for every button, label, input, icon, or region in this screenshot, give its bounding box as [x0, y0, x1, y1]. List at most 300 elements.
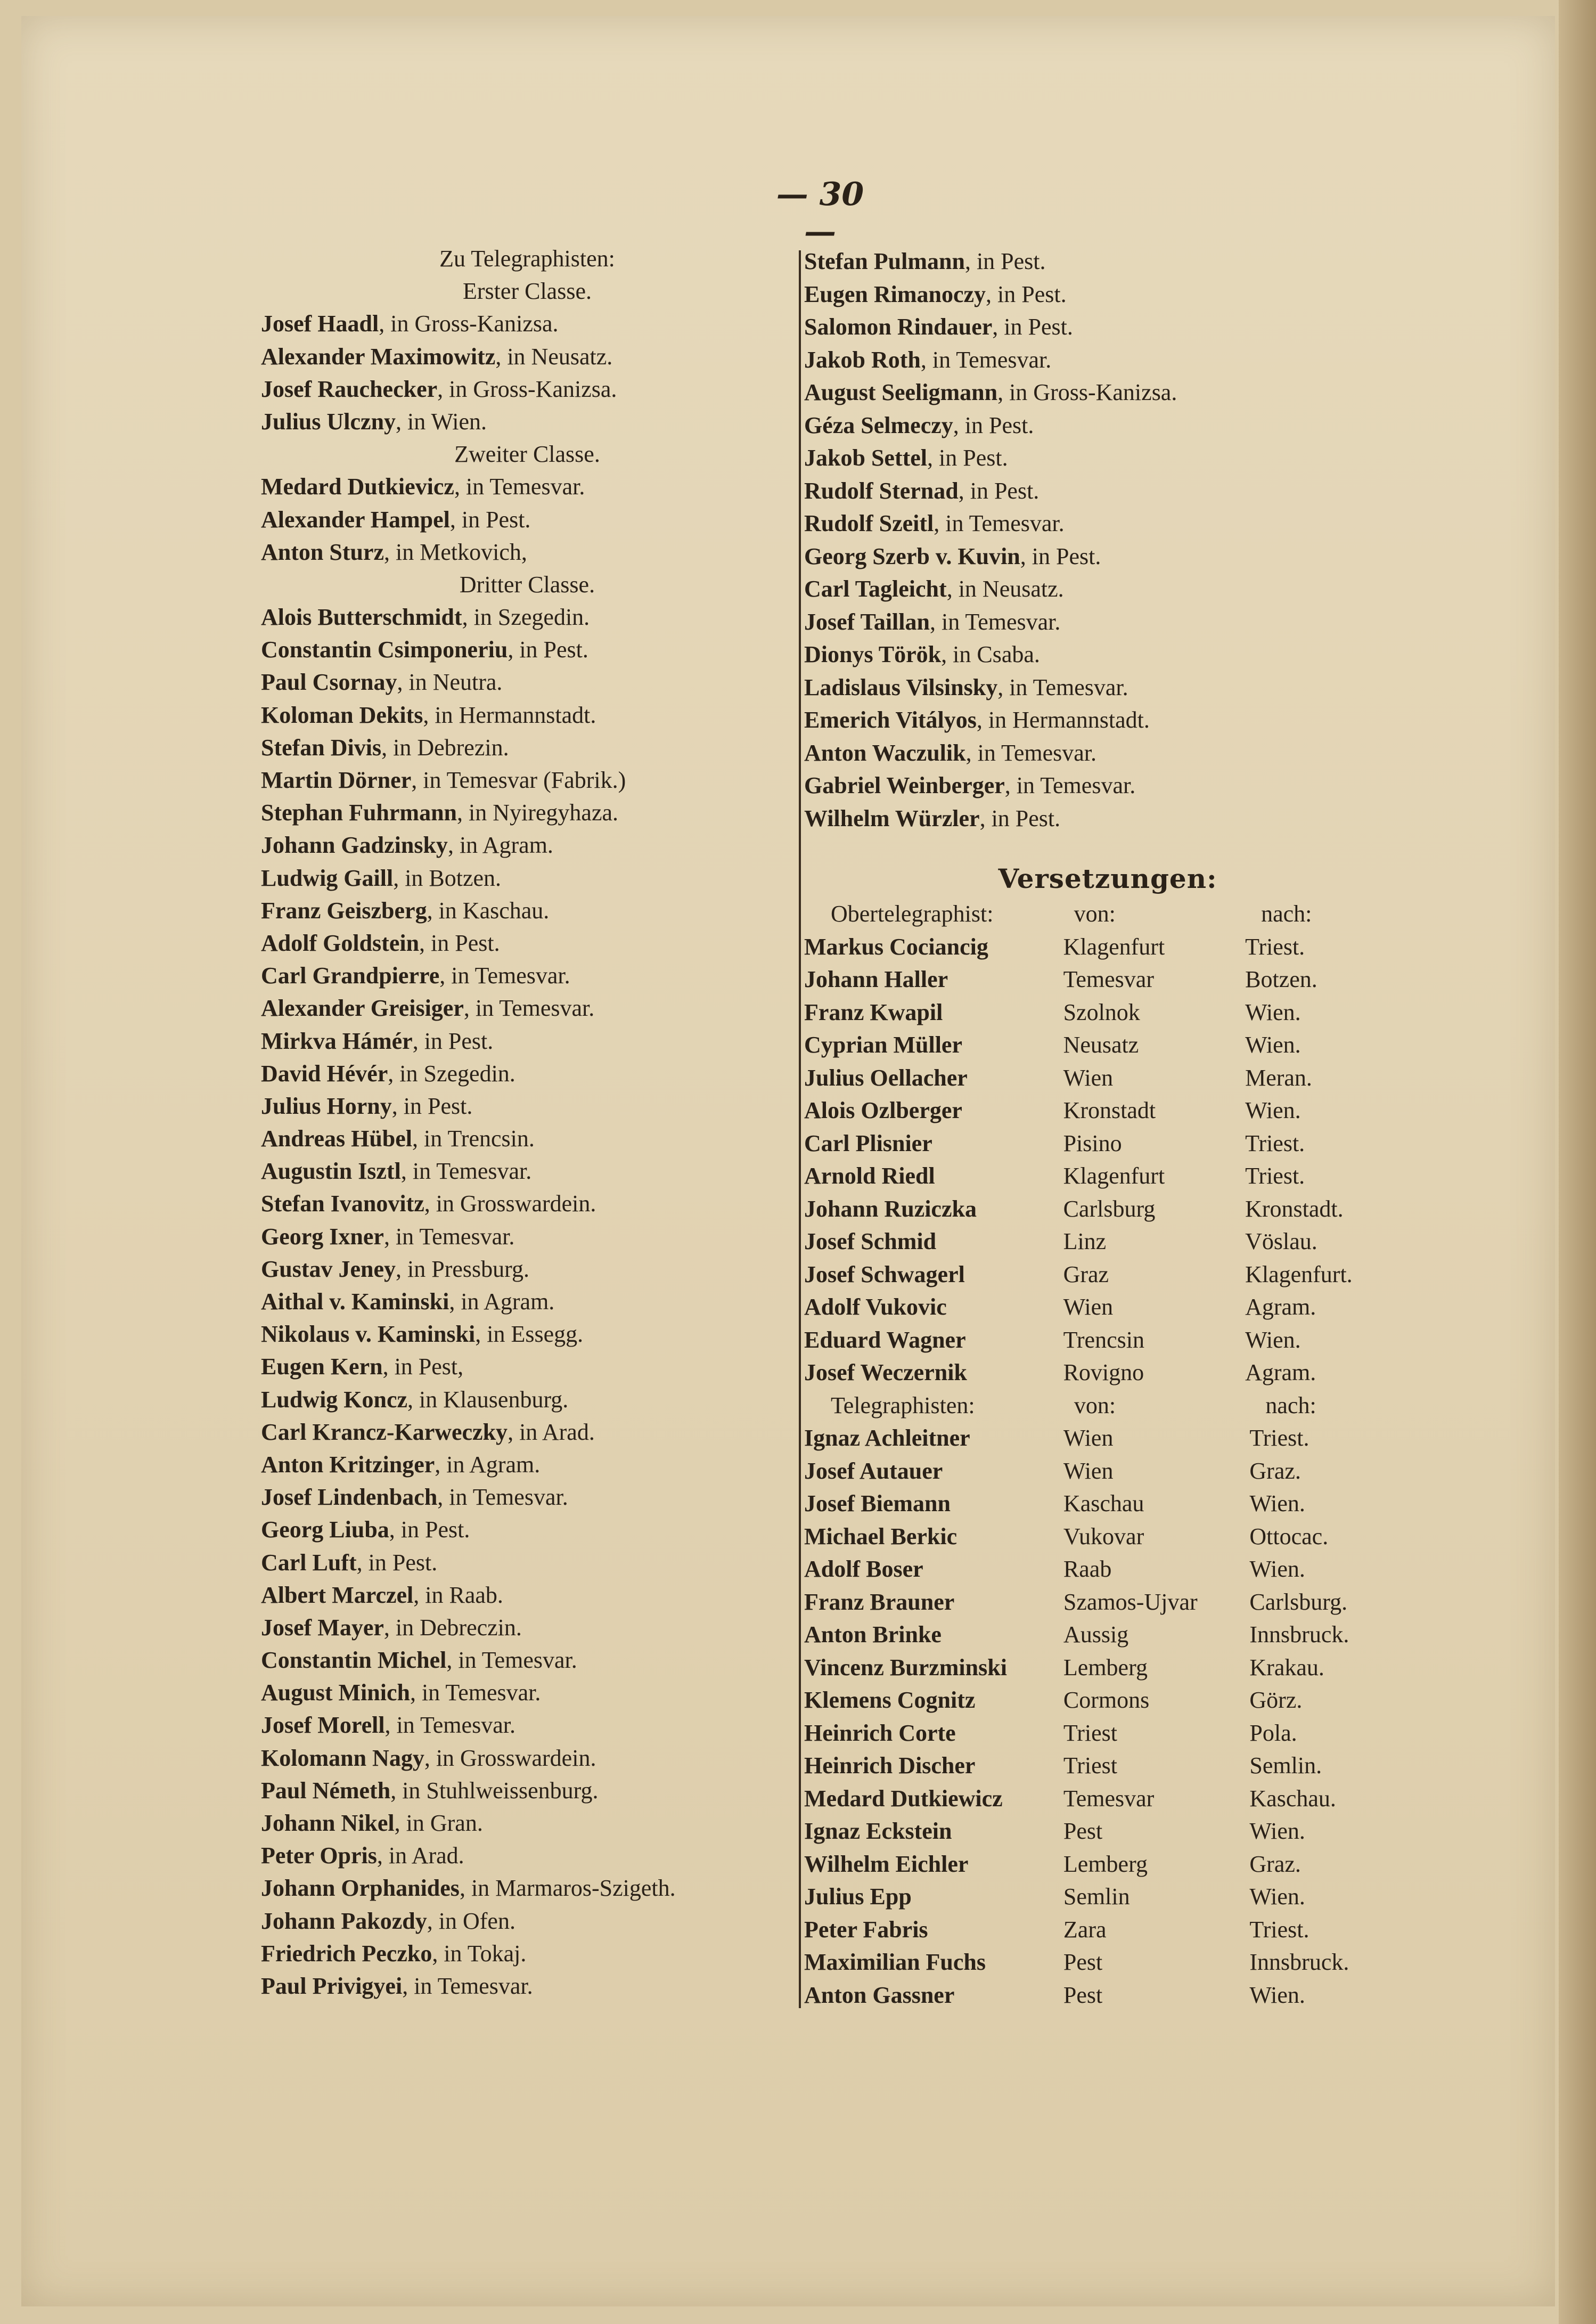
person-name: Carl Grandpierre — [261, 963, 440, 989]
person-name: Gustav Jeney — [261, 1255, 396, 1282]
list-item — [804, 638, 1411, 671]
person-name: Georg Szerb v. Kuvin — [804, 543, 1020, 569]
to-cell: Kronstadt. — [1245, 1195, 1344, 1222]
table-row — [804, 1258, 1411, 1291]
list-item — [804, 737, 1411, 770]
list-item — [804, 671, 1411, 704]
table-row — [804, 963, 1411, 996]
name-cell — [804, 1946, 1063, 1979]
person-name: Alexander Greisiger — [261, 995, 464, 1022]
person-name: Jakob Roth — [804, 346, 921, 373]
table-row — [804, 1520, 1411, 1553]
station-place: , in Kaschau. — [427, 897, 550, 924]
name-cell — [804, 1913, 1063, 1946]
station-place: , in Pressburg. — [396, 1255, 529, 1282]
person-name: Josef Biemann — [804, 1490, 951, 1516]
station-place: , in Temesvar. — [929, 608, 1061, 635]
station-place: , in Temesvar. — [965, 739, 1097, 766]
to-cell: Triest. — [1245, 1163, 1305, 1189]
station-place: , in Pest. — [412, 1028, 494, 1054]
name-cell — [804, 1193, 1063, 1226]
person-name: Maximilian Fuchs — [804, 1949, 986, 1975]
table-header-row — [804, 1389, 1411, 1422]
person-name: Johann Orphanides — [261, 1875, 460, 1902]
list-item — [261, 1676, 793, 1709]
station-place: , in Debrezin. — [381, 734, 509, 761]
right-column — [804, 245, 1411, 2011]
name-cell — [804, 1618, 1063, 1651]
from-cell: Pisino — [1063, 1130, 1122, 1156]
table-row — [804, 1880, 1411, 1913]
table-row — [804, 1324, 1411, 1357]
person-name: David Hévér — [261, 1060, 388, 1087]
station-place: , in Gran. — [394, 1810, 483, 1836]
list-item — [804, 344, 1411, 377]
station-place: , in Temesvar. — [410, 1679, 541, 1706]
list-item — [261, 666, 793, 698]
name-cell — [804, 1848, 1063, 1881]
station-place: , in Hermannstadt. — [423, 702, 596, 728]
person-name: Heinrich Discher — [804, 1752, 976, 1779]
person-name: Stefan Divis — [261, 734, 382, 761]
person-name: Josef Haadl — [261, 311, 379, 337]
name-cell — [804, 1422, 1063, 1455]
list-item — [261, 1285, 793, 1318]
table-row — [804, 1749, 1411, 1782]
person-name: Peter Fabris — [804, 1916, 928, 1943]
station-place: , in Arad. — [377, 1842, 464, 1869]
to-cell: Meran. — [1245, 1064, 1312, 1091]
list-item — [261, 1579, 793, 1611]
to-cell: Innsbruck. — [1249, 1949, 1349, 1975]
to-cell: Krakau. — [1249, 1654, 1324, 1681]
station-place: , in Temesvar. — [400, 1158, 532, 1185]
person-name: Rudolf Sternad — [804, 477, 959, 504]
list-item — [261, 1807, 793, 1839]
to-cell: Triest. — [1245, 1130, 1305, 1156]
name-cell — [804, 1815, 1063, 1848]
book-spine — [1559, 0, 1596, 2324]
station-place: , in Neusatz. — [946, 576, 1064, 602]
table-row — [804, 1422, 1411, 1455]
list-item — [804, 245, 1411, 278]
to-cell: Wien. — [1249, 1556, 1305, 1582]
list-item — [261, 1350, 793, 1383]
station-place: , in Pest. — [986, 281, 1067, 307]
from-cell: Triest — [1063, 1719, 1118, 1746]
role-header: Telegraphisten: — [831, 1392, 975, 1418]
from-cell: Lemberg — [1063, 1850, 1148, 1877]
list-item — [261, 1513, 793, 1546]
person-name: Adolf Goldstein — [261, 929, 420, 956]
list-item — [261, 405, 793, 438]
person-name: Josef Rauchecker — [261, 376, 438, 402]
station-place: , in Temesvar. — [384, 1712, 515, 1739]
from-cell: Szolnok — [1063, 999, 1140, 1025]
person-name: Carl Plisnier — [804, 1130, 932, 1156]
station-place: , in Temesvar. — [446, 1647, 577, 1674]
person-name: Ladislaus Vilsinsky — [804, 674, 998, 700]
from-cell: Neusatz — [1063, 1032, 1139, 1058]
table-row — [804, 1225, 1411, 1258]
name-cell — [804, 1979, 1063, 2012]
table-row — [804, 1717, 1411, 1750]
station-place: , in Temesvar. — [454, 474, 585, 500]
name-cell — [804, 1094, 1063, 1127]
person-name: Stefan Ivanovitz — [261, 1190, 424, 1217]
station-place: , in Pest. — [391, 1092, 473, 1119]
list-item — [261, 1970, 793, 2002]
list-item — [261, 862, 793, 894]
from-cell: Linz — [1063, 1228, 1107, 1254]
person-name: Constantin Michel — [261, 1647, 447, 1674]
class-heading: Zweiter Classe. — [454, 441, 600, 468]
to-cell: Wien. — [1245, 999, 1301, 1025]
person-name: Anton Kritzinger — [261, 1451, 435, 1478]
person-name: Anton Gassner — [804, 1981, 955, 2008]
to-cell: Wien. — [1249, 1818, 1305, 1844]
person-name: Markus Cociancig — [804, 933, 988, 960]
from-cell: Klagenfurt — [1063, 1163, 1165, 1189]
station-place: , in Nyiregyhaza. — [457, 800, 619, 826]
table-row — [804, 1356, 1411, 1389]
list-item — [261, 1709, 793, 1741]
to-cell: Agram. — [1245, 1294, 1316, 1320]
to-cell: Kaschau. — [1249, 1785, 1336, 1812]
station-place: , in Temesvar. — [383, 1223, 515, 1250]
station-place: , in Tokaj. — [432, 1940, 527, 1967]
station-place: , in Marmaros-Szigeth. — [459, 1875, 676, 1902]
station-place: , in Temesvar. — [997, 674, 1128, 700]
list-item — [261, 1937, 793, 1970]
person-name: Alexander Hampel — [261, 506, 450, 533]
person-name: Albert Marczel — [261, 1581, 414, 1608]
station-place: , in Pest. — [953, 412, 1034, 438]
table-row — [804, 1193, 1411, 1226]
column-divider — [799, 250, 801, 2008]
table-row — [804, 1815, 1411, 1848]
person-name: Alexander Maximowitz — [261, 343, 496, 370]
person-name: Michael Berkic — [804, 1523, 957, 1550]
to-cell: Wien. — [1249, 1490, 1305, 1516]
name-cell — [804, 1455, 1063, 1488]
list-item — [261, 1025, 793, 1057]
station-place: , in Gross-Kanizsa. — [997, 379, 1177, 405]
name-cell — [804, 1127, 1063, 1160]
person-name: Rudolf Szeitl — [804, 510, 934, 536]
person-name: Carl Luft — [261, 1549, 357, 1576]
transfer-tables — [804, 898, 1411, 2011]
name-cell — [804, 1225, 1063, 1258]
list-item — [261, 1090, 793, 1122]
name-cell — [804, 1880, 1063, 1913]
station-place: , in Pest. — [449, 506, 531, 533]
station-place: , in Temesvar. — [934, 510, 1065, 536]
list-item — [261, 1122, 793, 1155]
from-cell: Triest — [1063, 1752, 1118, 1779]
list-item — [261, 1383, 793, 1416]
list-item — [261, 699, 793, 731]
list-item — [261, 503, 793, 536]
list-item — [261, 1611, 793, 1644]
from-cell: Pest — [1063, 1818, 1103, 1844]
station-place: , in Essegg. — [475, 1321, 584, 1348]
list-item — [804, 507, 1411, 540]
person-name: Anton Waczulik — [804, 739, 966, 766]
table-row — [804, 1455, 1411, 1488]
table-row — [804, 1684, 1411, 1717]
name-cell — [804, 1520, 1063, 1553]
person-name: Arnold Riedl — [804, 1163, 935, 1189]
person-name: Augustin Isztl — [261, 1158, 401, 1185]
person-name: Medard Dutkiewicz — [804, 1785, 1003, 1812]
person-name: Medard Dutkievicz — [261, 474, 454, 500]
to-cell: Triest. — [1249, 1916, 1309, 1943]
list-item — [261, 1905, 793, 1937]
person-name: Gabriel Weinberger — [804, 772, 1005, 798]
table-row — [804, 1979, 1411, 2012]
table-row — [804, 1029, 1411, 1062]
class-heading: Erster Classe. — [463, 278, 592, 305]
to-cell: Ottocac. — [1249, 1523, 1329, 1550]
table-row — [804, 1946, 1411, 1979]
name-cell — [804, 963, 1063, 996]
to-cell: Wien. — [1249, 1981, 1305, 2008]
person-name: Johann Nikel — [261, 1810, 395, 1836]
station-place: , in Temesvar. — [402, 1972, 533, 1999]
name-cell — [804, 1062, 1063, 1095]
from-cell: Aussig — [1063, 1621, 1129, 1648]
from-cell: Wien — [1063, 1425, 1114, 1451]
from-cell: Cormons — [1063, 1687, 1150, 1713]
class-heading: Dritter Classe. — [459, 571, 595, 598]
from-cell: Graz — [1063, 1261, 1109, 1287]
station-place: , in Pest. — [927, 445, 1008, 471]
station-place: , in Grosswardein. — [424, 1190, 596, 1217]
transfer-table — [804, 1389, 1411, 2012]
person-name: Julius Ulczny — [261, 408, 396, 435]
name-cell — [804, 1356, 1063, 1389]
table-row — [804, 1782, 1411, 1815]
station-place: , in Pest, — [382, 1353, 464, 1380]
person-name: Mirkva Hámér — [261, 1028, 413, 1054]
left-column — [261, 242, 793, 2002]
person-name: Josef Lindenbach — [261, 1484, 438, 1511]
station-place: , in Csaba. — [941, 641, 1040, 667]
person-name: Eugen Kern — [261, 1353, 383, 1380]
station-place: , in Pest. — [508, 637, 588, 663]
person-name: Nikolaus v. Kaminski — [261, 1321, 476, 1348]
from-cell: Semlin — [1063, 1883, 1130, 1910]
list-item — [261, 1220, 793, 1253]
from-cell: Wien — [1063, 1294, 1114, 1320]
station-place: , in Pest. — [964, 248, 1046, 274]
list-item — [804, 442, 1411, 475]
continuation-list — [804, 245, 1411, 835]
person-name: Julius Horny — [261, 1092, 392, 1119]
list-item — [261, 1187, 793, 1220]
role-header: Obertelegraphist: — [831, 901, 994, 927]
table-row — [804, 1160, 1411, 1193]
person-name: Franz Brauner — [804, 1588, 955, 1615]
name-cell — [804, 1324, 1063, 1357]
name-cell — [804, 996, 1063, 1029]
station-place: , in Neutra. — [397, 669, 503, 696]
table-row — [804, 996, 1411, 1029]
name-cell — [804, 1749, 1063, 1782]
table-row — [804, 1127, 1411, 1160]
name-cell — [804, 1684, 1063, 1717]
from-cell: Lemberg — [1063, 1654, 1148, 1681]
table-row — [804, 1553, 1411, 1586]
table-row — [804, 1586, 1411, 1619]
name-cell — [804, 1553, 1063, 1586]
person-name: Johann Ruziczka — [804, 1195, 977, 1222]
person-name: Ignaz Eckstein — [804, 1818, 952, 1844]
station-place: , in Temesvar. — [439, 963, 570, 989]
name-cell — [804, 1717, 1063, 1750]
table-row — [804, 1618, 1411, 1651]
name-cell — [804, 1029, 1063, 1062]
station-place: , in Grosswardein. — [424, 1744, 596, 1771]
person-name: Kolomann Nagy — [261, 1744, 424, 1771]
list-item — [261, 1253, 793, 1285]
name-cell — [804, 1160, 1063, 1193]
station-place: , in Pest. — [979, 805, 1061, 831]
person-name: Josef Weczernik — [804, 1359, 967, 1385]
to-cell: Graz. — [1249, 1457, 1301, 1484]
from-cell: Wien — [1063, 1064, 1114, 1091]
to-cell: Triest. — [1249, 1425, 1309, 1451]
section-heading: Zu Telegraphisten: — [439, 246, 615, 272]
person-name: Adolf Boser — [804, 1556, 923, 1582]
list-item — [261, 927, 793, 959]
table-row — [804, 1062, 1411, 1095]
name-cell — [804, 1651, 1063, 1684]
versetzungen-heading: Versetzungen: — [998, 863, 1217, 894]
name-cell — [804, 1487, 1063, 1520]
person-name: Koloman Dekits — [261, 702, 423, 728]
person-name: Aithal v. Kaminski — [261, 1289, 449, 1315]
from-cell: Rovigno — [1063, 1359, 1144, 1385]
station-place: , in Gross-Kanizsa. — [437, 376, 617, 402]
person-name: Franz Geiszberg — [261, 897, 427, 924]
to-cell: Wien. — [1245, 1326, 1301, 1353]
table-row — [804, 1913, 1411, 1946]
station-place: , in Metkovich, — [384, 539, 527, 565]
list-item — [261, 1644, 793, 1676]
person-name: Julius Epp — [804, 1883, 912, 1910]
list-item — [261, 1774, 793, 1807]
person-name: Anton Brinke — [804, 1621, 942, 1648]
from-cell: Raab — [1063, 1556, 1112, 1582]
list-item — [261, 992, 793, 1024]
table-row — [804, 1848, 1411, 1881]
person-name: Alois Ozlberger — [804, 1097, 962, 1123]
list-item — [804, 278, 1411, 311]
station-place: , in Agram. — [449, 1289, 555, 1315]
station-place: , in Pest. — [356, 1549, 438, 1576]
person-name: Paul Csornay — [261, 669, 397, 696]
from-cell: Pest — [1063, 1981, 1103, 2008]
person-name: Paul Németh — [261, 1777, 391, 1804]
person-name: Josef Schwagerl — [804, 1261, 965, 1287]
to-cell: Graz. — [1249, 1850, 1301, 1877]
table-row — [804, 1291, 1411, 1324]
person-name: Peter Opris — [261, 1842, 377, 1869]
list-item — [261, 536, 793, 568]
from-cell: Temesvar — [1063, 1785, 1155, 1812]
person-name: Josef Morell — [261, 1712, 385, 1739]
name-cell — [804, 1258, 1063, 1291]
person-name: Franz Kwapil — [804, 999, 943, 1025]
from-cell: Wien — [1063, 1457, 1114, 1484]
list-item — [261, 601, 793, 633]
to-cell: Botzen. — [1245, 966, 1317, 992]
from-cell: Kaschau — [1063, 1490, 1144, 1516]
list-item — [261, 1546, 793, 1579]
from-cell: Carlsburg — [1063, 1195, 1156, 1222]
list-item — [261, 633, 793, 666]
person-name: Jakob Settel — [804, 445, 927, 471]
person-name: Alois Butterschmidt — [261, 604, 462, 631]
table-row — [804, 931, 1411, 964]
station-place: , in Hermannstadt. — [976, 707, 1150, 733]
list-item — [804, 311, 1411, 344]
name-cell — [804, 931, 1063, 964]
person-name: Ignaz Achleitner — [804, 1425, 970, 1451]
to-cell: Triest. — [1245, 933, 1305, 960]
person-name: Friedrich Peczko — [261, 1940, 432, 1967]
person-name: Andreas Hübel — [261, 1126, 413, 1152]
from-cell: Szamos-Ujvar — [1063, 1588, 1198, 1615]
station-place: , in Temesvar. — [463, 995, 595, 1022]
list-item — [804, 802, 1411, 835]
person-name: Ludwig Gaill — [261, 865, 394, 891]
list-item — [261, 1872, 793, 1904]
list-item — [261, 959, 793, 992]
person-name: Josef Taillan — [804, 608, 930, 635]
list-item — [804, 376, 1411, 409]
to-cell: Wien. — [1245, 1097, 1301, 1123]
person-name: Stefan Pulmann — [804, 248, 965, 274]
station-place: , in Debreczin. — [383, 1614, 522, 1641]
person-name: Josef Schmid — [804, 1228, 937, 1254]
list-item — [261, 1839, 793, 1872]
station-place: , in Agram. — [435, 1451, 541, 1478]
list-item — [804, 475, 1411, 508]
person-name: Johann Gadzinsky — [261, 832, 448, 859]
to-cell: Carlsburg. — [1249, 1588, 1348, 1615]
person-name: Salomon Rindauer — [804, 314, 993, 340]
person-name: Paul Privigyei — [261, 1972, 403, 1999]
list-item — [804, 606, 1411, 639]
person-name: Géza Selmeczy — [804, 412, 953, 438]
list-item — [261, 340, 793, 373]
from-cell: Pest — [1063, 1949, 1103, 1975]
to-cell: Wien. — [1245, 1032, 1301, 1058]
station-place: , in Botzen. — [393, 865, 502, 891]
person-name: Carl Krancz-Karweczky — [261, 1418, 508, 1445]
station-place: , in Temesvar. — [920, 346, 1052, 373]
table-header-row — [804, 898, 1411, 931]
list-item — [804, 540, 1411, 573]
station-place: , in Temesvar. — [1004, 772, 1136, 798]
table-row — [804, 1487, 1411, 1520]
station-place: , in Pest. — [958, 477, 1040, 504]
person-name: Wilhelm Würzler — [804, 805, 980, 831]
station-place: , in Stuhlweissenburg. — [390, 1777, 599, 1804]
